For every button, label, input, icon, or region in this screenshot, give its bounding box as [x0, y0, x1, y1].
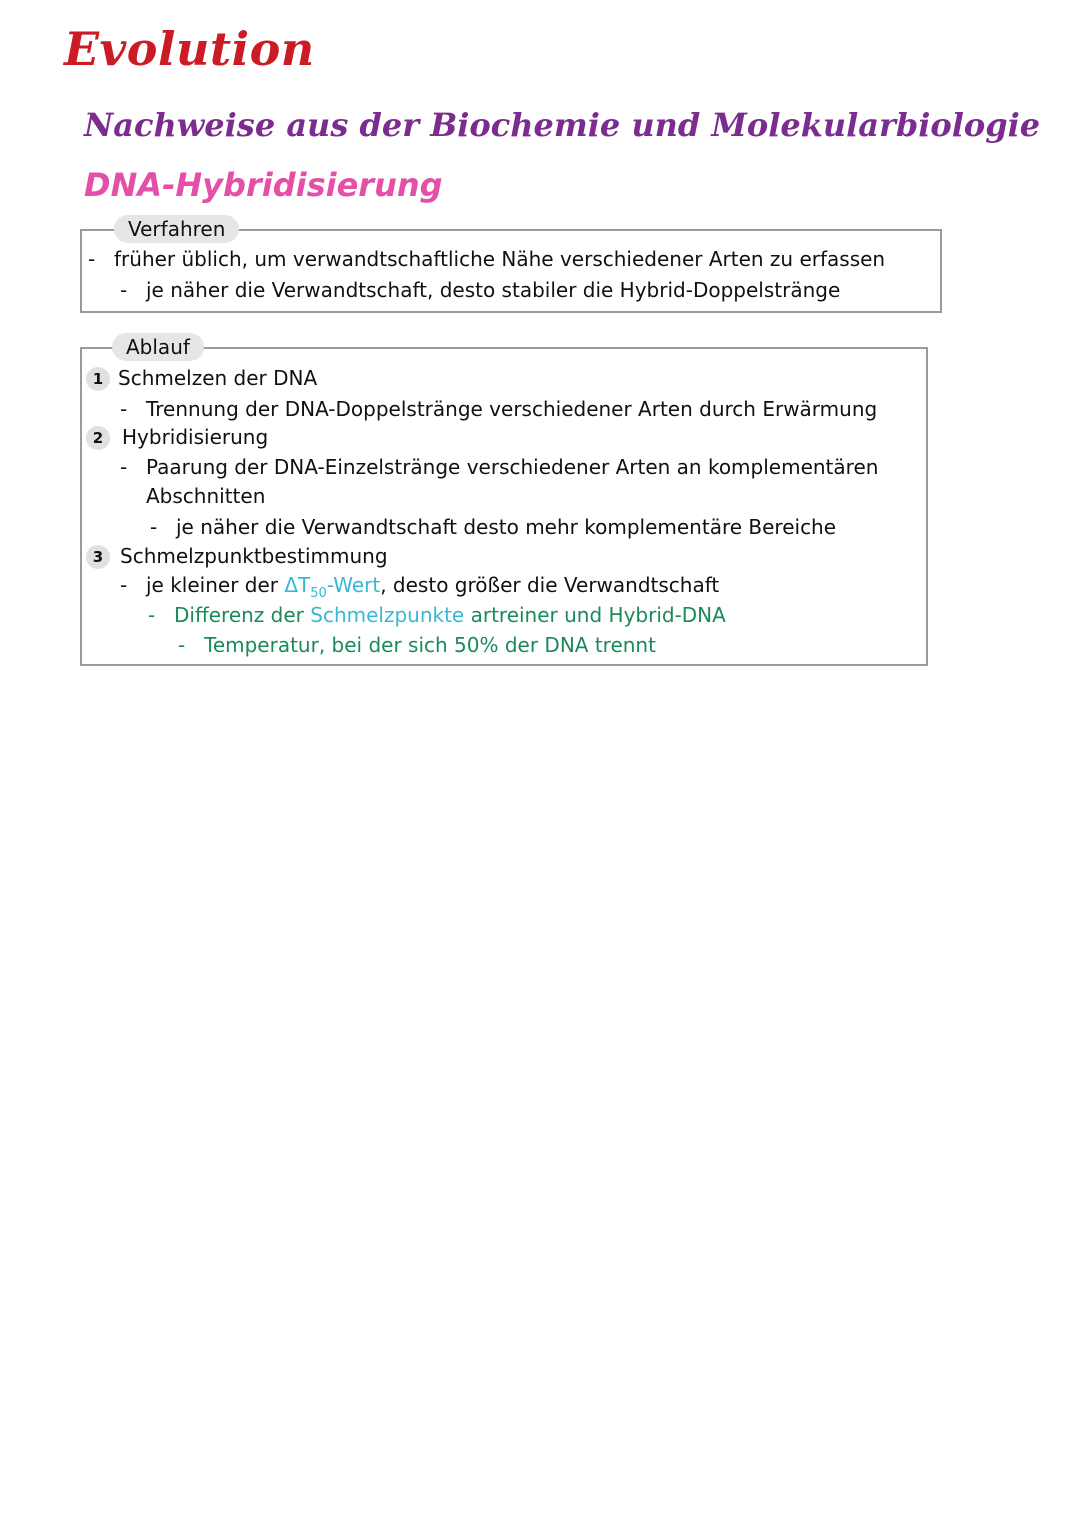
- step-2-detail-1-cont: Abschnitten: [146, 484, 266, 508]
- verfahren-line-1: - früher üblich, um verwandtschaftliche Nähe verschiedener Arten zu erfassen: [88, 247, 886, 271]
- step-3-detail-3: - Temperatur, bei der sich 50% der DNA trennt: [178, 633, 656, 657]
- subsection-heading: DNA-Hybridisierung: [84, 166, 443, 204]
- step-number-2: 2: [86, 426, 110, 450]
- step-1-detail: - Trennung der DNA-Doppelstränge verschiedener Arten durch Erwärmung: [120, 397, 878, 421]
- verfahren-tab: Verfahren: [114, 215, 239, 243]
- step-3-detail-2: - Differenz der Schmelzpunkte artreiner und Hybrid-DNA: [148, 603, 726, 627]
- step-3-detail-1: - je kleiner der $\Delta T_{50}$-Wert, desto größer die Verwandtschaft: [120, 573, 720, 601]
- ablauf-tab: Ablauf: [112, 333, 204, 361]
- step-3-title: Schmelzpunktbestimmung: [120, 544, 388, 568]
- step-number-3: 3: [86, 545, 110, 569]
- page-title: Evolution: [64, 22, 315, 76]
- delta-t50-term: $\Delta T_{50}$-Wert: [284, 573, 381, 601]
- step-2-detail-2: - je näher die Verwandtschaft desto mehr komplementäre Bereiche: [150, 515, 837, 539]
- step-2-detail-1: - Paarung der DNA-Einzelstränge verschiedener Arten an komplementären: [120, 455, 879, 479]
- step-1-title: Schmelzen der DNA: [118, 366, 318, 390]
- section-heading: Nachweise aus der Biochemie und Molekularbiologie: [84, 106, 1041, 144]
- verfahren-line-2: - je näher die Verwandtschaft, desto stabiler die Hybrid-Doppelstränge: [120, 278, 841, 302]
- step-2-title: Hybridisierung: [122, 425, 269, 449]
- step-number-1: 1: [86, 367, 110, 391]
